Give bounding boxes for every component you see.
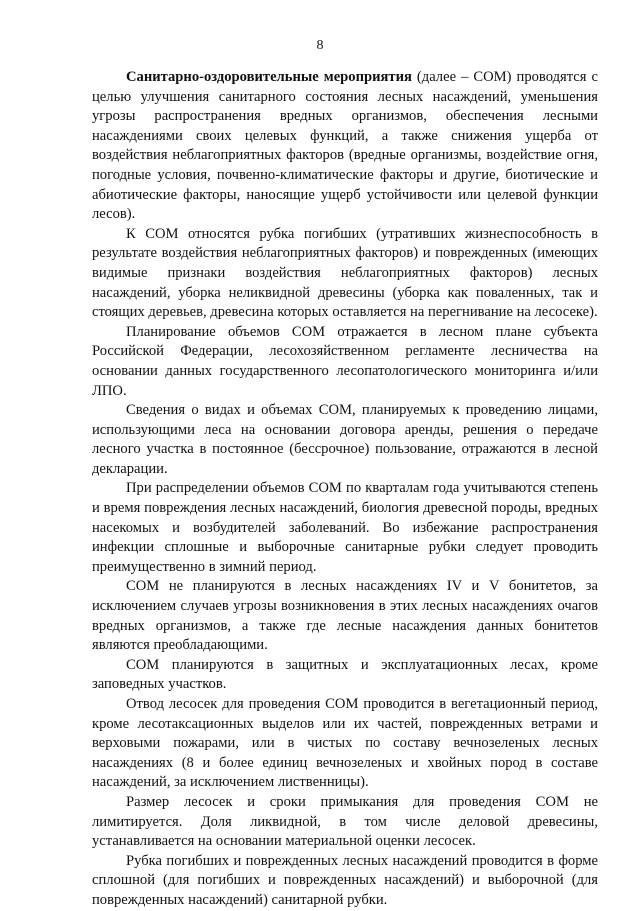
paragraph-4: Сведения о видах и объемах СОМ, планируемых к проведению лицами, использующими леса на основании договора аренды, решения о передаче лесного участка в постоянное (бессрочное) пользование, отражаются в лесной декларации. (92, 402, 598, 477)
paragraph-10: Рубка погибших и поврежденных лесных насаждений проводится в форме сплошной (для погибших и поврежденных насаждений) и выборочной (для поврежденных насаждений) санитарной рубки. (92, 852, 598, 908)
paragraph-6: СОМ не планируются в лесных насаждениях IV и V бонитетов, за исключением случаев угрозы возникновения в этих лесных насаждениях очагов вредных организмов, а также где лесные насаждения данных бонитетов являются преобладающими. (92, 578, 598, 654)
paragraph-1-text: (далее – СОМ) проводятся с целью улучшения санитарного состояния лесных насаждений, уменьшения угрозы распространения вредных организмов, обеспечения лесными насаждениями своих целевых функций, а также снижения ущерба от воздействия неблагоприятных факторов (вредные организмы, воздействие огня, погодные условия, почвенно-климатические факторы и другие, биотические и абиотические факторы, наносящие ущерб устойчивости или целевой функции лесов). (92, 69, 598, 223)
paragraph-2: К СОМ относятся рубка погибших (утративших жизнеспособность в результате воздействия неблагоприятных факторов) и поврежденных (имеющих видимые признаки воздействия неблагоприятных факторов) лесных насаждений, уборка неликвидной древесины (уборка как поваленных, так и стоящих деревьев, древесина которых оставляется на перегнивание на лесосеке). (92, 225, 598, 321)
paragraph-8: Отвод лесосек для проведения СОМ проводится в вегетационный период, кроме лесотаксационных выделов или их частей, поврежденных ветрами и верховыми пожарами, или в чистых по составу вечнозеленых лесных насаждениях (8 и более единиц вечнозеленых и хвойных пород в составе насаждений, за исключением лиственницы). (92, 696, 598, 791)
paragraph-1-lead-term: Санитарно-оздоровительные мероприятия (126, 69, 412, 85)
paragraph-9: Размер лесосек и сроки примыкания для проведения СОМ не лимитируется. Доля ликвидной, в том числе деловой древесины, устанавливается на основании материальной оценки лесосек. (92, 793, 598, 850)
paragraph-1 (92, 68, 598, 225)
document-body (92, 68, 598, 911)
paragraph-5: При распределении объемов СОМ по кварталам года учитываются степень и время повреждения лесных насаждений, биология древесной породы, вредных насекомых и возбудителей заболеваний. Во избежание распространения инфекции сплошные и выборочные санитарные рубки следует проводить преимущественно в зимний период. (92, 480, 598, 575)
page-number: 8 (316, 38, 324, 53)
paragraph-7: СОМ планируются в защитных и эксплуатационных лесах, кроме заповедных участков. (92, 656, 598, 693)
paragraph-3: Планирование объемов СОМ отражается в лесном плане субъекта Российской Федерации, лесохозяйственном регламенте лесничества на основании данных государственного лесопатологического мониторинга и/или ЛПО. (92, 323, 598, 399)
